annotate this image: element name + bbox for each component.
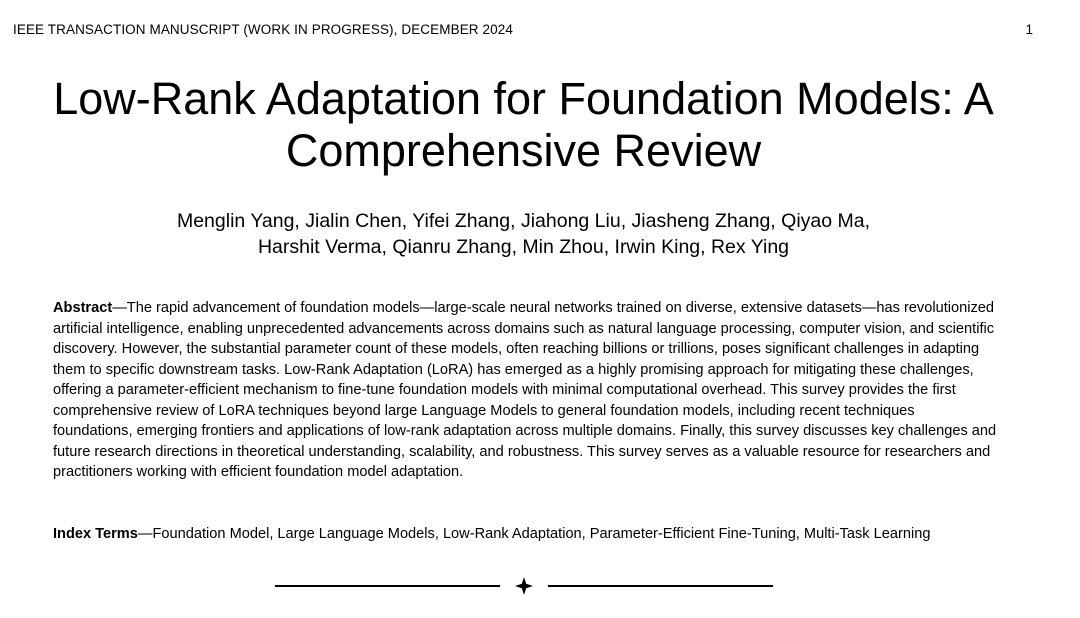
- author-list: [0, 208, 1047, 260]
- page-number: 1: [1025, 22, 1033, 37]
- divider-line-left: [275, 585, 500, 586]
- divider-line-right: [548, 585, 773, 586]
- abstract-text: —The rapid advancement of foundation models—large-scale neural networks trained on diverse, extensive datasets—has revolutionized artificial intelligence, enabling unprecedented advancements across domains such as natural language processing, computer vision, and scientific discovery. However, the substantial parameter count of these models, often reaching billions or trillions, poses significant challenges in adapting them to specific downstream tasks. Low-Rank Adaptation (LoRA) has emerged as a highly promising approach for mitigating these challenges, offering a parameter-efficient mechanism to fine-tune foundation models with minimal computational overhead. This survey provides the first comprehensive review of LoRA techniques beyond large Language Models to general foundation models, including recent techniques foundations, emerging frontiers and applications of low-rank adaptation across multiple domains. Finally, this survey discusses key challenges and future research directions in theoretical understanding, scalability, and robustness. This survey serves as a valuable resource for researchers and practitioners working with efficient foundation model adaptation.: [53, 300, 997, 480]
- abstract: [53, 298, 998, 483]
- index-terms-label: Index Terms: [53, 526, 138, 542]
- four-point-star-icon: [500, 577, 548, 595]
- index-terms: [53, 524, 998, 545]
- title-line-2: Comprehensive Review: [285, 125, 762, 176]
- running-head: IEEE TRANSACTION MANUSCRIPT (WORK IN PROGRESS), DECEMBER 2024: [13, 22, 513, 37]
- authors-line-1: Menglin Yang, Jialin Chen, Yifei Zhang, Jiahong Liu, Jiasheng Zhang, Qiyao Ma,: [176, 210, 871, 232]
- paper-title: [0, 73, 1047, 177]
- title-line-1: Low-Rank Adaptation for Foundation Models: A: [53, 73, 994, 124]
- index-terms-text: —Foundation Model, Large Language Models, Low-Rank Adaptation, Parameter-Efficient Fine-Tuning, Multi-Task Learning: [137, 526, 931, 542]
- authors-line-2: Harshit Verma, Qianru Zhang, Min Zhou, Irwin King, Rex Ying: [257, 236, 790, 258]
- abstract-label: Abstract: [53, 300, 113, 316]
- section-divider: [0, 575, 1047, 597]
